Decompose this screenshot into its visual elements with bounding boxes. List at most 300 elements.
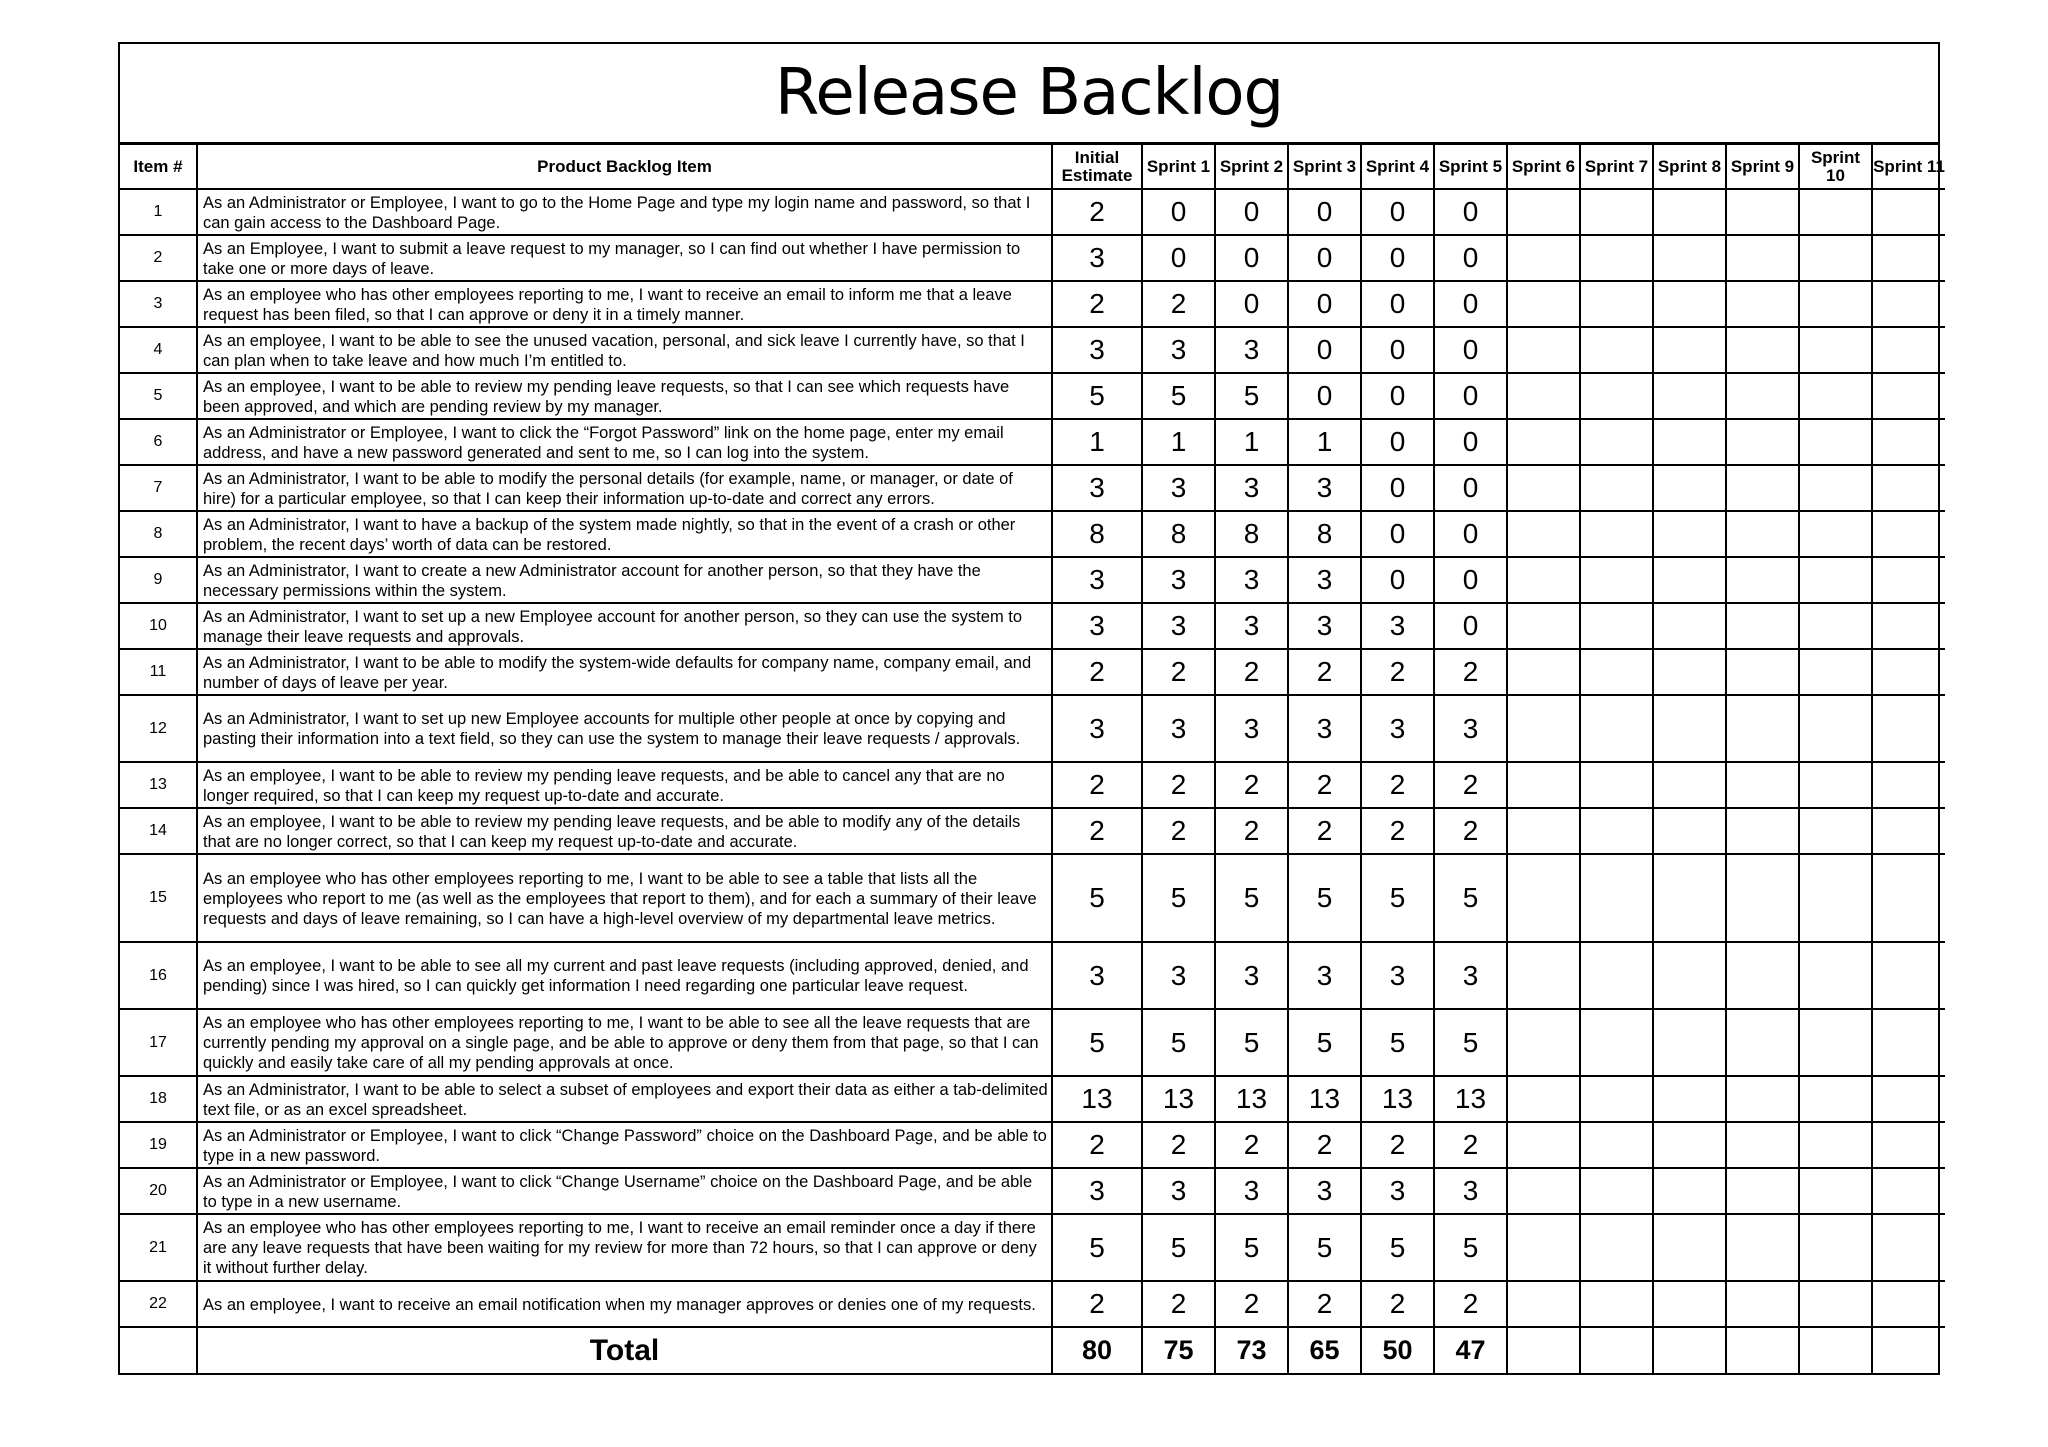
col-header-sprint-9: Sprint 9 (1726, 145, 1799, 189)
sprint-6-cell (1507, 327, 1580, 373)
sprint-5-cell: 2 (1434, 762, 1507, 808)
sprint-2-cell: 5 (1215, 854, 1288, 942)
sprint-8-cell (1653, 557, 1726, 603)
backlog-item-text: As an Administrator, I want to be able to select a subset of employees and export their data as either a tab-delimited text file, or as an excel spreadsheet. (197, 1076, 1052, 1122)
item-number: 17 (120, 1009, 197, 1076)
table-row (120, 235, 1945, 281)
sprint-4-cell: 0 (1361, 511, 1434, 557)
sprint-10-cell (1799, 1168, 1872, 1214)
sprint-1-cell: 5 (1142, 1009, 1215, 1076)
item-number: 11 (120, 649, 197, 695)
sprint-3-cell: 0 (1288, 235, 1361, 281)
sprint-9-cell (1726, 854, 1799, 942)
sprint-7-cell (1580, 419, 1653, 465)
sprint-11-cell (1872, 1076, 1945, 1122)
sprint-6-cell (1507, 557, 1580, 603)
sprint-7-cell (1580, 511, 1653, 557)
title-bar (120, 44, 1938, 145)
sprint-7-cell (1580, 808, 1653, 854)
col-header-item: Item # (120, 145, 197, 189)
backlog-item-text: As an Administrator, I want to set up a new Employee account for another person, so they can use the system to manage their leave requests and approvals. (197, 603, 1052, 649)
sprint-2-cell: 2 (1215, 1281, 1288, 1327)
sprint-4-cell: 0 (1361, 557, 1434, 603)
sprint-2-cell: 5 (1215, 373, 1288, 419)
table-row (120, 1009, 1945, 1076)
initial-estimate-cell: 5 (1052, 854, 1142, 942)
sprint-11-cell (1872, 235, 1945, 281)
sprint-1-cell: 2 (1142, 1281, 1215, 1327)
sprint-9-cell (1726, 557, 1799, 603)
sprint-4-cell: 5 (1361, 1009, 1434, 1076)
table-row (120, 603, 1945, 649)
item-number: 5 (120, 373, 197, 419)
table-row (120, 511, 1945, 557)
sprint-7-cell (1580, 1009, 1653, 1076)
sprint-5-cell: 0 (1434, 557, 1507, 603)
sprint-10-cell (1799, 465, 1872, 511)
sprint-3-cell: 0 (1288, 281, 1361, 327)
sprint-9-cell (1726, 373, 1799, 419)
backlog-item-text: As an employee, I want to be able to see the unused vacation, personal, and sick leave I currently have, so that I can plan when to take leave and how much I’m entitled to. (197, 327, 1052, 373)
table-row (120, 419, 1945, 465)
sprint-5-cell: 5 (1434, 1009, 1507, 1076)
total-sprint-10 (1799, 1327, 1872, 1373)
sprint-2-cell: 5 (1215, 1214, 1288, 1281)
item-number: 2 (120, 235, 197, 281)
initial-estimate-cell: 8 (1052, 511, 1142, 557)
sprint-5-cell: 0 (1434, 373, 1507, 419)
sprint-10-cell (1799, 1122, 1872, 1168)
sprint-8-cell (1653, 942, 1726, 1009)
sprint-2-cell: 0 (1215, 281, 1288, 327)
item-number: 15 (120, 854, 197, 942)
sprint-5-cell: 2 (1434, 1122, 1507, 1168)
sprint-4-cell: 0 (1361, 235, 1434, 281)
sprint-10-cell (1799, 557, 1872, 603)
sprint-4-cell: 0 (1361, 373, 1434, 419)
sprint-5-cell: 0 (1434, 603, 1507, 649)
item-number: 22 (120, 1281, 197, 1327)
sprint-10-cell (1799, 854, 1872, 942)
sprint-2-cell: 13 (1215, 1076, 1288, 1122)
sprint-3-cell: 3 (1288, 603, 1361, 649)
total-sprint-7 (1580, 1327, 1653, 1373)
sprint-10-cell (1799, 235, 1872, 281)
initial-estimate-cell: 2 (1052, 281, 1142, 327)
col-header-sprint-1: Sprint 1 (1142, 145, 1215, 189)
backlog-item-text: As an employee, I want to be able to review my pending leave requests, and be able to cancel any that are no longer required, so that I can keep my request up-to-date and accurate. (197, 762, 1052, 808)
sprint-3-cell: 1 (1288, 419, 1361, 465)
sprint-8-cell (1653, 808, 1726, 854)
sprint-1-cell: 2 (1142, 649, 1215, 695)
sprint-9-cell (1726, 808, 1799, 854)
sprint-3-cell: 3 (1288, 695, 1361, 762)
sprint-1-cell: 5 (1142, 854, 1215, 942)
col-header-sprint-8: Sprint 8 (1653, 145, 1726, 189)
sprint-1-cell: 3 (1142, 603, 1215, 649)
backlog-item-text: As an Administrator, I want to create a new Administrator account for another person, so that they have the necessary permissions within the system. (197, 557, 1052, 603)
sprint-7-cell (1580, 1214, 1653, 1281)
sprint-11-cell (1872, 649, 1945, 695)
initial-estimate-cell: 3 (1052, 235, 1142, 281)
initial-estimate-cell: 3 (1052, 465, 1142, 511)
sprint-10-cell (1799, 603, 1872, 649)
item-number: 4 (120, 327, 197, 373)
sprint-8-cell (1653, 419, 1726, 465)
sprint-10-cell (1799, 649, 1872, 695)
sprint-4-cell: 2 (1361, 1281, 1434, 1327)
sprint-2-cell: 5 (1215, 1009, 1288, 1076)
col-header-product-backlog-item: Product Backlog Item (197, 145, 1052, 189)
backlog-item-text: As an employee, I want to be able to review my pending leave requests, so that I can see which requests have been approved, and which are pending review by my manager. (197, 373, 1052, 419)
sprint-1-cell: 0 (1142, 235, 1215, 281)
sprint-6-cell (1507, 419, 1580, 465)
backlog-table (120, 145, 1945, 1373)
sprint-5-cell: 0 (1434, 511, 1507, 557)
sprint-5-cell: 5 (1434, 854, 1507, 942)
sprint-8-cell (1653, 1281, 1726, 1327)
sprint-10-cell (1799, 942, 1872, 1009)
item-number: 18 (120, 1076, 197, 1122)
sprint-6-cell (1507, 1281, 1580, 1327)
sprint-8-cell (1653, 854, 1726, 942)
sprint-6-cell (1507, 695, 1580, 762)
table-row (120, 373, 1945, 419)
col-header-sprint-11: Sprint 11 (1872, 145, 1945, 189)
item-number: 6 (120, 419, 197, 465)
table-row (120, 695, 1945, 762)
sprint-11-cell (1872, 808, 1945, 854)
table-row (120, 649, 1945, 695)
sprint-4-cell: 2 (1361, 649, 1434, 695)
page-title: Release Backlog (774, 56, 1284, 130)
backlog-item-text: As an Administrator, I want to have a backup of the system made nightly, so that in the event of a crash or other problem, the recent days’ worth of data can be restored. (197, 511, 1052, 557)
sprint-2-cell: 8 (1215, 511, 1288, 557)
col-header-sprint-5: Sprint 5 (1434, 145, 1507, 189)
sprint-7-cell (1580, 235, 1653, 281)
initial-estimate-cell: 2 (1052, 762, 1142, 808)
sprint-8-cell (1653, 649, 1726, 695)
sprint-1-cell: 0 (1142, 189, 1215, 235)
col-header-sprint-3: Sprint 3 (1288, 145, 1361, 189)
sprint-7-cell (1580, 189, 1653, 235)
sprint-1-cell: 3 (1142, 465, 1215, 511)
initial-estimate-cell: 3 (1052, 603, 1142, 649)
backlog-item-text: As an Administrator or Employee, I want to click the “Forgot Password” link on the home page, enter my email address, and have a new password generated and sent to me, so I can log into the system. (197, 419, 1052, 465)
sprint-1-cell: 3 (1142, 942, 1215, 1009)
item-number: 19 (120, 1122, 197, 1168)
table-row (120, 808, 1945, 854)
sprint-2-cell: 0 (1215, 235, 1288, 281)
sprint-9-cell (1726, 1122, 1799, 1168)
sprint-4-cell: 0 (1361, 281, 1434, 327)
sprint-6-cell (1507, 1009, 1580, 1076)
sprint-2-cell: 2 (1215, 762, 1288, 808)
sprint-10-cell (1799, 762, 1872, 808)
sprint-9-cell (1726, 1214, 1799, 1281)
sprint-11-cell (1872, 327, 1945, 373)
sprint-9-cell (1726, 1076, 1799, 1122)
sprint-2-cell: 3 (1215, 327, 1288, 373)
sprint-8-cell (1653, 1009, 1726, 1076)
sprint-3-cell: 2 (1288, 762, 1361, 808)
total-label: Total (197, 1327, 1052, 1373)
sprint-6-cell (1507, 1214, 1580, 1281)
header-row (120, 145, 1945, 189)
sprint-8-cell (1653, 235, 1726, 281)
sprint-3-cell: 3 (1288, 942, 1361, 1009)
table-row (120, 1214, 1945, 1281)
sprint-5-cell: 2 (1434, 649, 1507, 695)
sprint-3-cell: 3 (1288, 1168, 1361, 1214)
table-row (120, 1281, 1945, 1327)
sprint-9-cell (1726, 327, 1799, 373)
item-number: 7 (120, 465, 197, 511)
sprint-6-cell (1507, 235, 1580, 281)
sprint-9-cell (1726, 1281, 1799, 1327)
initial-estimate-cell: 5 (1052, 1214, 1142, 1281)
sprint-8-cell (1653, 1076, 1726, 1122)
release-backlog-sheet (118, 42, 1945, 1375)
sprint-9-cell (1726, 511, 1799, 557)
sprint-10-cell (1799, 1076, 1872, 1122)
sprint-6-cell (1507, 762, 1580, 808)
sprint-5-cell: 0 (1434, 327, 1507, 373)
sprint-3-cell: 5 (1288, 1214, 1361, 1281)
backlog-item-text: As an Administrator, I want to be able to modify the system-wide defaults for company name, company email, and number of days of leave per year. (197, 649, 1052, 695)
sprint-5-cell: 13 (1434, 1076, 1507, 1122)
sprint-1-cell: 13 (1142, 1076, 1215, 1122)
sprint-4-cell: 13 (1361, 1076, 1434, 1122)
sprint-1-cell: 1 (1142, 419, 1215, 465)
item-number: 14 (120, 808, 197, 854)
sprint-2-cell: 2 (1215, 1122, 1288, 1168)
item-number: 9 (120, 557, 197, 603)
backlog-item-text: As an employee, I want to receive an email notification when my manager approves or denies one of my requests. (197, 1281, 1052, 1327)
sprint-3-cell: 2 (1288, 1122, 1361, 1168)
sprint-6-cell (1507, 1076, 1580, 1122)
initial-estimate-cell: 3 (1052, 1168, 1142, 1214)
sprint-10-cell (1799, 1009, 1872, 1076)
backlog-item-text: As an employee who has other employees reporting to me, I want to be able to see all the leave requests that are currently pending my approval on a single page, and be able to approve or deny them from that page, so that I can quickly and easily take care of all my pending approvals at once. (197, 1009, 1052, 1076)
sprint-7-cell (1580, 942, 1653, 1009)
initial-estimate-cell: 5 (1052, 373, 1142, 419)
sprint-4-cell: 3 (1361, 1168, 1434, 1214)
backlog-item-text: As an Administrator or Employee, I want to click “Change Password” choice on the Dashboard Page, and be able to type in a new password. (197, 1122, 1052, 1168)
sprint-6-cell (1507, 1122, 1580, 1168)
initial-estimate-cell: 2 (1052, 1281, 1142, 1327)
sprint-11-cell (1872, 189, 1945, 235)
col-header-sprint-6: Sprint 6 (1507, 145, 1580, 189)
sprint-6-cell (1507, 465, 1580, 511)
backlog-item-text: As an Administrator or Employee, I want to go to the Home Page and type my login name and password, so that I can gain access to the Dashboard Page. (197, 189, 1052, 235)
sprint-7-cell (1580, 603, 1653, 649)
backlog-item-text: As an employee who has other employees reporting to me, I want to receive an email reminder once a day if there are any leave requests that have been waiting for my review for more than 72 hours, so that I can approve or deny it without further delay. (197, 1214, 1052, 1281)
sprint-4-cell: 2 (1361, 1122, 1434, 1168)
total-sprint-9 (1726, 1327, 1799, 1373)
sprint-11-cell (1872, 511, 1945, 557)
sprint-9-cell (1726, 189, 1799, 235)
col-header-sprint-10: Sprint 10 (1799, 145, 1872, 189)
col-header-sprint-7: Sprint 7 (1580, 145, 1653, 189)
sprint-1-cell: 2 (1142, 1122, 1215, 1168)
sprint-2-cell: 2 (1215, 649, 1288, 695)
sprint-6-cell (1507, 942, 1580, 1009)
item-number: 13 (120, 762, 197, 808)
col-header-initial-estimate: Initial Estimate (1052, 145, 1142, 189)
sprint-3-cell: 5 (1288, 1009, 1361, 1076)
backlog-item-text: As an Administrator, I want to set up new Employee accounts for multiple other people at once by copying and pasting their information into a text field, so they can use the system to manage their leave requests / approvals. (197, 695, 1052, 762)
sprint-4-cell: 3 (1361, 603, 1434, 649)
sprint-9-cell (1726, 1009, 1799, 1076)
sprint-3-cell: 0 (1288, 373, 1361, 419)
sprint-6-cell (1507, 1168, 1580, 1214)
sprint-3-cell: 3 (1288, 465, 1361, 511)
total-sprint-11 (1872, 1327, 1945, 1373)
sprint-8-cell (1653, 1214, 1726, 1281)
sprint-5-cell: 0 (1434, 189, 1507, 235)
sprint-4-cell: 3 (1361, 695, 1434, 762)
sprint-4-cell: 5 (1361, 1214, 1434, 1281)
total-sprint-1: 75 (1142, 1327, 1215, 1373)
sprint-10-cell (1799, 1281, 1872, 1327)
sprint-11-cell (1872, 557, 1945, 603)
sprint-10-cell (1799, 808, 1872, 854)
total-sprint-5: 47 (1434, 1327, 1507, 1373)
table-row (120, 1168, 1945, 1214)
sprint-6-cell (1507, 189, 1580, 235)
sprint-11-cell (1872, 373, 1945, 419)
backlog-item-text: As an employee, I want to be able to review my pending leave requests, and be able to modify any of the details that are no longer correct, so that I can keep my request up-to-date and accurate. (197, 808, 1052, 854)
sprint-5-cell: 5 (1434, 1214, 1507, 1281)
sprint-4-cell: 0 (1361, 327, 1434, 373)
total-initial-estimate: 80 (1052, 1327, 1142, 1373)
sprint-8-cell (1653, 1168, 1726, 1214)
backlog-item-text: As an Employee, I want to submit a leave request to my manager, so I can find out whether I have permission to take one or more days of leave. (197, 235, 1052, 281)
item-number: 20 (120, 1168, 197, 1214)
sprint-7-cell (1580, 695, 1653, 762)
table-row (120, 557, 1945, 603)
col-header-sprint-2: Sprint 2 (1215, 145, 1288, 189)
sprint-4-cell: 0 (1361, 189, 1434, 235)
sprint-10-cell (1799, 281, 1872, 327)
table-row (120, 942, 1945, 1009)
sprint-1-cell: 3 (1142, 1168, 1215, 1214)
sprint-10-cell (1799, 189, 1872, 235)
sprint-6-cell (1507, 373, 1580, 419)
sprint-7-cell (1580, 1122, 1653, 1168)
sprint-8-cell (1653, 327, 1726, 373)
initial-estimate-cell: 2 (1052, 808, 1142, 854)
sprint-11-cell (1872, 1009, 1945, 1076)
sprint-1-cell: 5 (1142, 1214, 1215, 1281)
sprint-3-cell: 13 (1288, 1076, 1361, 1122)
sprint-7-cell (1580, 854, 1653, 942)
sprint-1-cell: 3 (1142, 327, 1215, 373)
total-row (120, 1327, 1945, 1373)
sprint-7-cell (1580, 1168, 1653, 1214)
sprint-5-cell: 3 (1434, 695, 1507, 762)
sprint-6-cell (1507, 603, 1580, 649)
initial-estimate-cell: 2 (1052, 649, 1142, 695)
sprint-3-cell: 8 (1288, 511, 1361, 557)
sprint-9-cell (1726, 465, 1799, 511)
initial-estimate-cell: 5 (1052, 1009, 1142, 1076)
sprint-3-cell: 2 (1288, 1281, 1361, 1327)
total-sprint-2: 73 (1215, 1327, 1288, 1373)
sprint-5-cell: 0 (1434, 281, 1507, 327)
sprint-10-cell (1799, 373, 1872, 419)
sprint-9-cell (1726, 281, 1799, 327)
sprint-7-cell (1580, 327, 1653, 373)
sprint-5-cell: 3 (1434, 1168, 1507, 1214)
initial-estimate-cell: 2 (1052, 189, 1142, 235)
sprint-11-cell (1872, 419, 1945, 465)
sprint-5-cell: 2 (1434, 808, 1507, 854)
sprint-8-cell (1653, 695, 1726, 762)
total-sprint-4: 50 (1361, 1327, 1434, 1373)
sprint-1-cell: 2 (1142, 762, 1215, 808)
sprint-7-cell (1580, 373, 1653, 419)
sprint-9-cell (1726, 603, 1799, 649)
sprint-2-cell: 1 (1215, 419, 1288, 465)
sprint-6-cell (1507, 511, 1580, 557)
sprint-1-cell: 2 (1142, 808, 1215, 854)
sprint-6-cell (1507, 808, 1580, 854)
initial-estimate-cell: 3 (1052, 327, 1142, 373)
backlog-item-text: As an employee who has other employees reporting to me, I want to receive an email to inform me that a leave request has been filed, so that I can approve or deny it in a timely manner. (197, 281, 1052, 327)
sprint-2-cell: 0 (1215, 189, 1288, 235)
sprint-2-cell: 3 (1215, 1168, 1288, 1214)
col-header-sprint-4: Sprint 4 (1361, 145, 1434, 189)
sprint-5-cell: 0 (1434, 235, 1507, 281)
item-number: 21 (120, 1214, 197, 1281)
sprint-7-cell (1580, 281, 1653, 327)
sprint-5-cell: 0 (1434, 465, 1507, 511)
sprint-3-cell: 2 (1288, 649, 1361, 695)
sprint-1-cell: 3 (1142, 557, 1215, 603)
total-item-cell (120, 1327, 197, 1373)
sprint-7-cell (1580, 762, 1653, 808)
sprint-9-cell (1726, 695, 1799, 762)
sprint-10-cell (1799, 511, 1872, 557)
sprint-7-cell (1580, 557, 1653, 603)
sprint-1-cell: 8 (1142, 511, 1215, 557)
sprint-8-cell (1653, 603, 1726, 649)
sprint-7-cell (1580, 1281, 1653, 1327)
item-number: 8 (120, 511, 197, 557)
sprint-9-cell (1726, 942, 1799, 1009)
item-number: 12 (120, 695, 197, 762)
sprint-1-cell: 5 (1142, 373, 1215, 419)
sprint-8-cell (1653, 1122, 1726, 1168)
backlog-item-text: As an employee, I want to be able to see all my current and past leave requests (including approved, denied, and pending) since I was hired, so I can quickly get information I need regarding one particular leave request. (197, 942, 1052, 1009)
sprint-10-cell (1799, 327, 1872, 373)
sprint-4-cell: 0 (1361, 419, 1434, 465)
sprint-3-cell: 0 (1288, 327, 1361, 373)
sprint-6-cell (1507, 281, 1580, 327)
sprint-6-cell (1507, 854, 1580, 942)
sprint-11-cell (1872, 942, 1945, 1009)
sprint-9-cell (1726, 1168, 1799, 1214)
backlog-item-text: As an employee who has other employees reporting to me, I want to be able to see a table that lists all the employees who report to me (as well as the employees that report to them), and for each a summary of their leave requests and days of leave remaining, so I can have a high-level overview of my departmental leave metrics. (197, 854, 1052, 942)
sprint-10-cell (1799, 1214, 1872, 1281)
sprint-10-cell (1799, 695, 1872, 762)
sprint-4-cell: 5 (1361, 854, 1434, 942)
sprint-11-cell (1872, 762, 1945, 808)
sprint-2-cell: 3 (1215, 942, 1288, 1009)
sprint-2-cell: 3 (1215, 557, 1288, 603)
